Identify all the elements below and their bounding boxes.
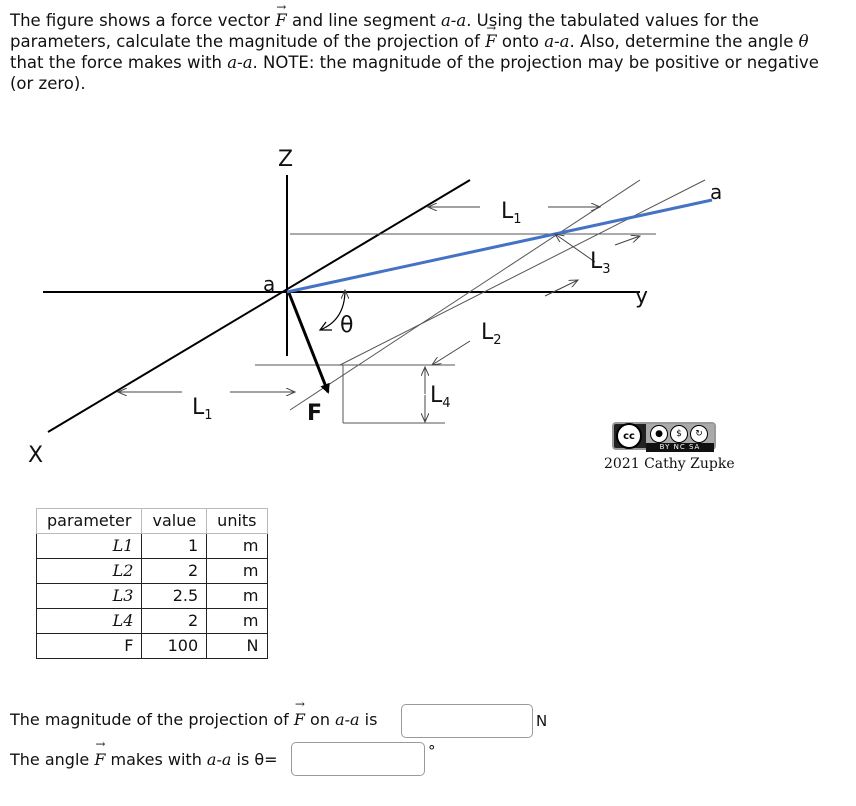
point-a-origin-label: a: [263, 272, 276, 296]
L1-top-label: $L_1$: [501, 199, 522, 227]
problem-text-1: The figure shows a force vector: [10, 11, 271, 30]
dim-arrow-L2: [432, 341, 470, 365]
q1-suffix: is: [364, 710, 378, 729]
dim-arrow-L3: [555, 234, 595, 262]
table-row: [37, 584, 268, 609]
problem-text-2: and line segment: [292, 11, 436, 30]
param-name: F: [37, 634, 142, 659]
question-projection: [10, 710, 377, 729]
segment-aa: a-a: [206, 750, 232, 769]
segment-aa: a-a: [544, 32, 570, 51]
segment-aa: a-a: [440, 11, 467, 30]
problem-text-4: onto: [501, 32, 539, 51]
vector-F: → F: [94, 750, 105, 769]
problem-text-5: . Also, determine the angle: [569, 32, 794, 51]
param-name: L2: [37, 559, 142, 584]
param-unit: m: [207, 609, 267, 634]
problem-text-7: . NOTE: the magnitude of the projection may be positive or negative (or zero).: [10, 53, 819, 93]
vector-F: → F: [294, 710, 305, 729]
nc-icon: $: [670, 425, 688, 443]
force-label: F: [307, 401, 323, 426]
cc-license-badge: [612, 422, 716, 450]
q2-suffix: is θ=: [236, 750, 278, 769]
theta-symbol: θ: [798, 32, 809, 51]
param-unit: N: [207, 634, 267, 659]
q1-mid: on: [310, 710, 330, 729]
projection-answer-input[interactable]: [401, 704, 533, 738]
question-angle: [10, 750, 278, 769]
vector-F: → F: [275, 10, 286, 31]
point-a-end-label: a: [710, 180, 723, 204]
q2-prefix: The angle: [10, 750, 90, 769]
L4-label: $L_4$: [430, 383, 451, 411]
problem-text-6: that the force makes with: [10, 53, 223, 72]
param-value: 100: [142, 634, 207, 659]
sa-icon: ↻: [690, 425, 708, 443]
table-row: [37, 534, 268, 559]
L1-bottom-label: $L_1$: [192, 395, 213, 423]
axis-x-label: X: [28, 443, 44, 468]
dim-arrow-L2: [545, 280, 578, 296]
table-row: [37, 634, 268, 659]
L3-label: $L_3$: [590, 249, 611, 277]
header-value: value: [142, 509, 207, 534]
credit-text: 2021 Cathy Zupke: [604, 456, 735, 472]
param-value: 2: [142, 609, 207, 634]
license-terms: BY NC SA: [646, 443, 714, 452]
segment-aa: a-a: [227, 53, 253, 72]
force-vector: [289, 293, 328, 392]
param-name: L3: [37, 584, 142, 609]
construction-line: [340, 180, 705, 365]
header-parameter: parameter: [37, 509, 142, 534]
axis-z-label: Z: [278, 147, 294, 172]
angle-unit: °: [428, 742, 436, 760]
problem-text-3: . Using the tabulated values for the parameters, calculate the magnitude of the projection of: [10, 11, 759, 51]
theta-label: θ: [340, 313, 354, 338]
header-units: units: [207, 509, 267, 534]
cc-icon: cc: [616, 423, 642, 449]
q1-prefix: The magnitude of the projection of: [10, 710, 289, 729]
q2-mid: makes with: [110, 750, 202, 769]
angle-answer-input[interactable]: [291, 742, 425, 776]
param-unit: m: [207, 584, 267, 609]
param-value: 1: [142, 534, 207, 559]
axis-y-label: y: [635, 284, 649, 309]
problem-statement: [10, 10, 840, 94]
table-row: [37, 559, 268, 584]
L2-label: $L_2$: [481, 320, 502, 348]
table-row: [37, 609, 268, 634]
x-axis: [48, 180, 470, 432]
param-value: 2: [142, 559, 207, 584]
parameter-table: [36, 508, 268, 659]
param-name: L4: [37, 609, 142, 634]
segment-aa-line: [287, 200, 712, 292]
param-value: 2.5: [142, 584, 207, 609]
vector-F: → F: [485, 31, 496, 52]
force-diagram: [0, 130, 856, 470]
param-unit: m: [207, 534, 267, 559]
dim-arrow-L3: [615, 236, 640, 245]
projection-unit: N: [536, 712, 548, 730]
segment-aa: a-a: [335, 710, 360, 729]
by-icon: ●: [650, 425, 668, 443]
param-unit: m: [207, 559, 267, 584]
param-name: L1: [37, 534, 142, 559]
